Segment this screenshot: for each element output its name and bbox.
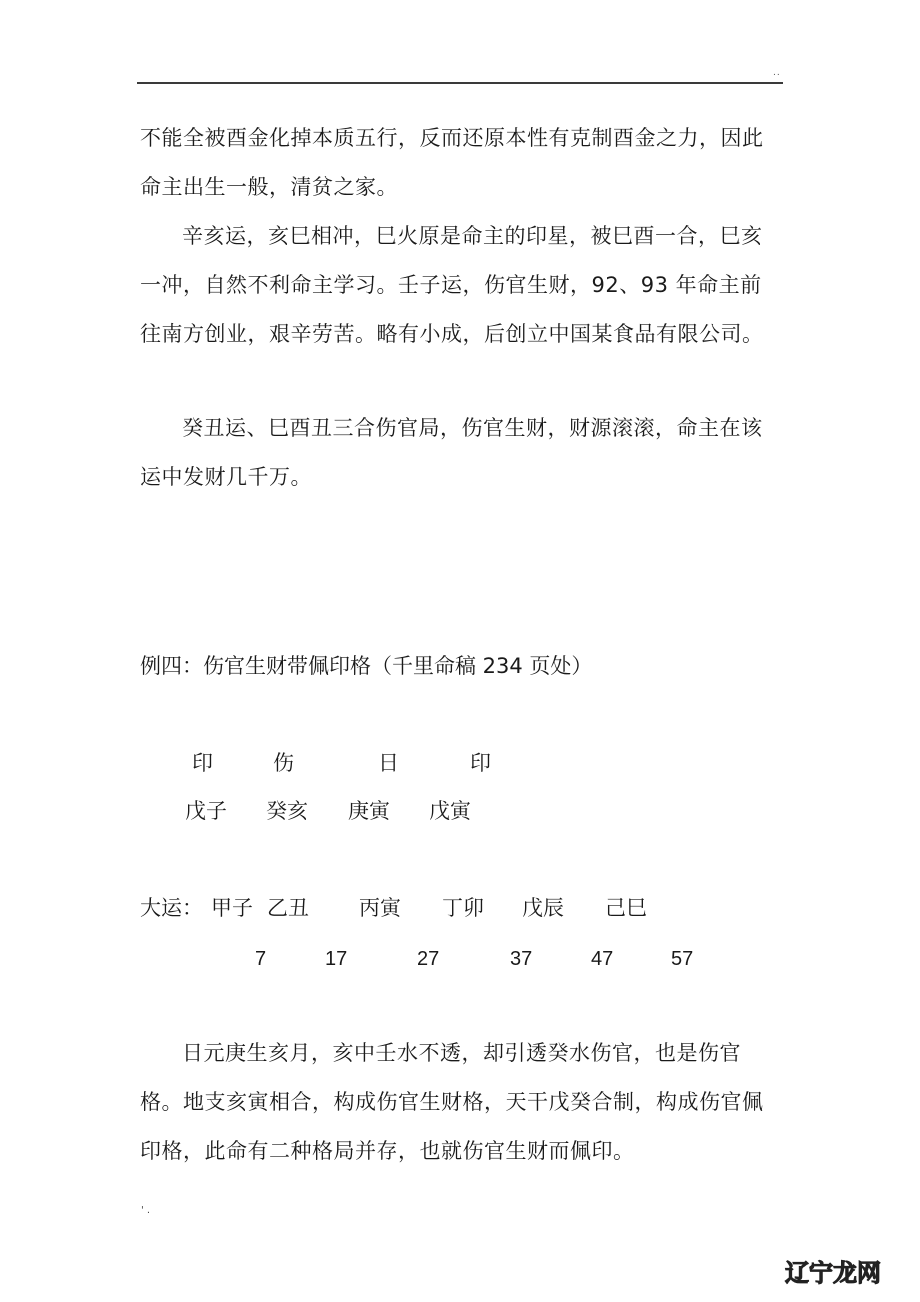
luck-age-2: 17 bbox=[325, 948, 348, 970]
luck-pillar-2: 乙丑 bbox=[267, 896, 309, 920]
footer-mark: ' . bbox=[141, 1205, 151, 1216]
luck-pillar-6: 己巳 bbox=[605, 896, 647, 920]
header-dots: .. bbox=[773, 68, 781, 78]
ten-god-month: 伤 bbox=[273, 751, 294, 775]
luck-pillar-4: 丁卯 bbox=[442, 896, 484, 920]
watermark-logo-red: 辽宁 bbox=[785, 1259, 833, 1287]
watermark-logo bbox=[785, 1258, 881, 1288]
paragraph-xinhai-luck: 辛亥运，亥巳相冲，巳火原是命主的印星，被巳酉一合，巳亥一冲，自然不利命主学习。壬子运，伤官生财，92、93 年命主前往南方创业，艰辛劳苦。略有小成，后创立中国某食品有限公司。 bbox=[140, 224, 764, 346]
watermark-logo-white: 龙网 bbox=[833, 1259, 881, 1287]
pillar-day: 庚寅 bbox=[348, 799, 390, 823]
luck-label: 大运： bbox=[140, 896, 203, 920]
luck-pillar-3: 丙寅 bbox=[359, 896, 401, 920]
luck-pillar-5: 戊辰 bbox=[522, 896, 564, 920]
luck-age-4: 37 bbox=[510, 948, 533, 970]
paragraph-guichou-luck: 癸丑运、巳酉丑三合伤官局，伤官生财，财源滚滚，命主在该运中发财几千万。 bbox=[140, 416, 763, 489]
ten-god-hour: 印 bbox=[470, 751, 491, 775]
example-title: 例四：伤官生财带佩印格（千里命稿 234 页处） bbox=[140, 654, 593, 678]
header-rule bbox=[137, 82, 783, 84]
pillar-year: 戊子 bbox=[185, 799, 227, 823]
luck-age-3: 27 bbox=[417, 948, 440, 970]
ten-god-day: 日 bbox=[378, 751, 399, 775]
ten-god-year: 印 bbox=[192, 751, 213, 775]
pillar-hour: 戊寅 bbox=[429, 799, 471, 823]
luck-pillar-1: 甲子 bbox=[211, 896, 253, 920]
luck-age-1: 7 bbox=[255, 948, 267, 970]
paragraph-continuation: 不能全被酉金化掉本质五行，反而还原本性有克制酉金之力，因此命主出生一般，清贫之家。 bbox=[140, 126, 764, 199]
luck-age-5: 47 bbox=[591, 948, 614, 970]
luck-age-6: 57 bbox=[671, 948, 694, 970]
paragraph-analysis: 日元庚生亥月，亥中壬水不透，却引透癸水伤官，也是伤官格。地支亥寅相合，构成伤官生财格，天干戊癸合制，构成伤官佩印格，此命有二种格局并存，也就伤官生财而佩印。 bbox=[140, 1041, 764, 1163]
pillar-month: 癸亥 bbox=[266, 799, 308, 823]
